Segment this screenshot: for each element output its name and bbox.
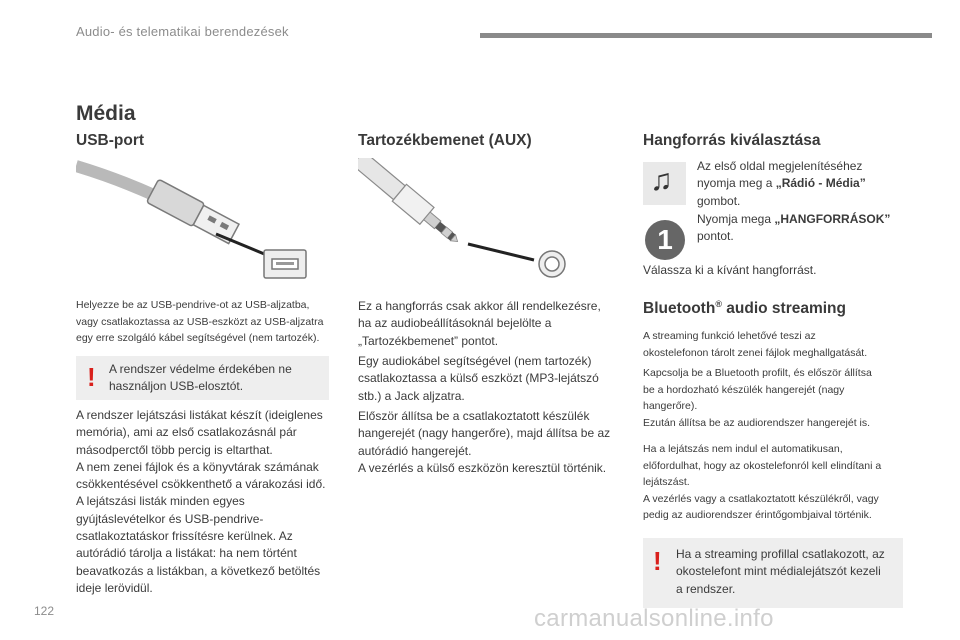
- usb-plug-illustration: [76, 158, 316, 284]
- source-heading: Hangforrás kiválasztása: [643, 132, 821, 149]
- aux-jack-illustration: [358, 158, 578, 284]
- aux-heading: Tartozékbemenet (AUX): [358, 132, 532, 149]
- source-choose: Válassza ki a kívánt hangforrást.: [643, 263, 817, 277]
- watermark: carmanualsonline.info: [534, 605, 774, 632]
- header-title: Audio- és telematikai berendezések: [76, 24, 289, 39]
- page-number: 122: [34, 604, 55, 618]
- source-step-2: Nyomja mega „HANGFORRÁSOK” pontot.: [697, 212, 891, 244]
- usb-socket-icon: [264, 250, 306, 278]
- page-title: Média: [76, 102, 136, 125]
- usb-caption: Helyezze be az USB-pendrive-ot az USB-aljzatba, vagy csatlakoztassa az USB-eszközt az USB-aljzatra egy erre szolgáló kábel segítségével (nem tartozék).: [76, 299, 324, 344]
- jack-plug: [358, 158, 465, 250]
- warning-icon: !: [87, 362, 96, 392]
- bluetooth-para-2: Kapcsolja be a Bluetooth profilt, és először állítsa be a hordozható készülék hangerejét (nagy hangerőre). Ezután állítsa be az audiorendszer hangerejét is.: [643, 367, 872, 429]
- usb-heading: USB-port: [76, 132, 145, 149]
- step-number-badge: 1: [645, 220, 685, 260]
- music-note-icon: ♫: [650, 164, 673, 197]
- aux-socket-icon: [539, 251, 565, 277]
- source-step-1: Az első oldal megjelenítéséhez nyomja meg a „Rádió - Média” gombot.: [697, 159, 866, 208]
- pointer-line: [468, 244, 534, 260]
- bluetooth-para-1: A streaming funkció lehetővé teszi az okostelefonon tárolt zenei fájlok meghallgatását.: [643, 330, 868, 359]
- warning-icon: !: [653, 546, 662, 576]
- bluetooth-notice: ! Ha a streaming profillal csatlakozott, az okostelefont mint médialejátszót kezeli a rendszer.: [643, 538, 903, 608]
- aux-para-2: Egy audiokábel segítségével (nem tartozék) csatlakoztassa a külső eszközt (MP3-lejátszó stb.) a Jack aljzatra.: [358, 354, 599, 403]
- bluetooth-heading: Bluetooth® audio streaming: [643, 299, 846, 318]
- aux-para-3: Először állítsa be a csatlakoztatott készülék hangerejét (nagy hangerőre), majd állítsa be az autórádió hangerejét. A vezérlés a külső eszközön keresztül történik.: [358, 409, 611, 475]
- bluetooth-para-3: Ha a lejátszás nem indul el automatikusan, előfordulhat, hogy az okostelefonról kell elindítani a lejátszást. A vezérlés vagy a csatlakoztatott készülékről, vagy pedig az audiorendszer érintőgombjaival történik.: [643, 443, 882, 521]
- aux-para-1: Ez a hangforrás csak akkor áll rendelkezésre, ha az audiobeállításoknál bejelölte a „Tartozékbemenet” pontot.: [358, 299, 601, 348]
- usb-notice: ! A rendszer védelme érdekében ne használjon USB-elosztót.: [76, 356, 329, 400]
- header-bar: [480, 33, 932, 38]
- usb-plug: [146, 179, 239, 245]
- usb-body: A rendszer lejátszási listákat készít (ideiglenes memória), ami az első csatlakozásnál pár másodperctől több percig is eltarthat. A nem zenei fájlok és a könyvtárak számának csökkentésével csökkenthető a várakozási idő. A lejátszási listák minden egyes gyújtáslevételkor és USB-pendrive- csatlakoztatáskor frissítésre kerülnek. Az autórádió tárolja a listákat: ha nem történt beavatkozás a listákban, a következő betöltés ideje lerövidül.: [76, 408, 326, 595]
